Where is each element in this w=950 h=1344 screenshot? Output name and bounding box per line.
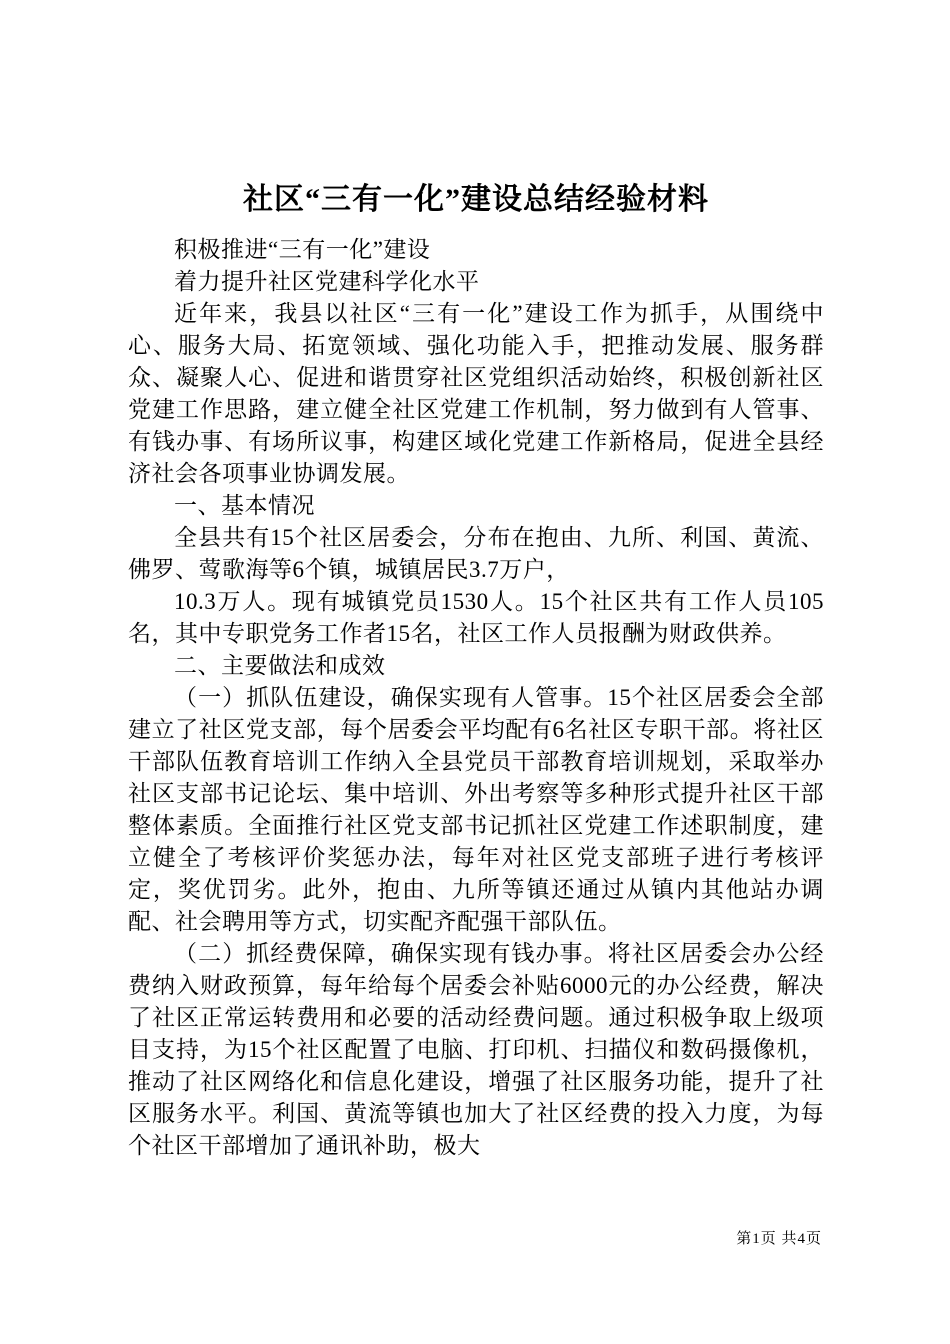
paragraph: （一）抓队伍建设，确保实现有人管事。15个社区居委会全部建立了社区党支部，每个居委会平均配有6名社区专职干部。将社区干部队伍教育培训工作纳入全县党员干部教育培训规划，采取举办社区支部书记论坛、集中培训、外出考察等多种形式提升社区干部整体素质。全面推行社区党支部书记抓社区党建工作述职制度，建立健全了考核评价奖惩办法，每年对社区党支部班子进行考核评定，奖优罚劣。此外，抱由、九所等镇还通过从镇内其他站办调配、社会聘用等方式，切实配齐配强干部队伍。 — [128, 685, 824, 934]
paragraph: 二、主要做法和成效 — [174, 653, 386, 678]
document-content — [128, 180, 824, 1162]
paragraph: 近年来，我县以社区“三有一化”建设工作为抓手，从围绕中心、服务大局、拓宽领域、强化功能入手，把推动发展、服务群众、凝聚人心、促进和谐贯穿社区党组织活动始终，积极创新社区党建工作思路，建立健全社区党建工作机制，努力做到有人管事、有钱办事、有场所议事，构建区域化党建工作新格局，促进全县经济社会各项事业协调发展。 — [128, 301, 824, 486]
paragraph: 积极推进“三有一化”建设 — [174, 237, 431, 262]
document-title: 社区“三有一化”建设总结经验材料 — [243, 183, 709, 216]
paragraph: 一、基本情况 — [174, 493, 315, 518]
paragraph: 10.3万人。现有城镇党员1530人。15个社区共有工作人员105名，其中专职党务工作者15名，社区工作人员报酬为财政供养。 — [128, 589, 824, 646]
paragraph: 着力提升社区党建科学化水平 — [174, 269, 480, 294]
page-footer: 第1页 共4页 — [736, 1231, 822, 1247]
paragraph: （二）抓经费保障，确保实现有钱办事。将社区居委会办公经费纳入财政预算，每年给每个居委会补贴6000元的办公经费，解决了社区正常运转费用和必要的活动经费问题。通过积极争取上级项目支持，为15个社区配置了电脑、打印机、扫描仪和数码摄像机，推动了社区网络化和信息化建设，增强了社区服务功能，提升了社区服务水平。利国、黄流等镇也加大了社区经费的投入力度，为每个社区干部增加了通讯补助，极大 — [128, 941, 824, 1158]
paragraph: 全县共有15个社区居委会，分布在抱由、九所、利国、黄流、佛罗、莺歌海等6个镇，城镇居民3.7万户， — [128, 525, 824, 582]
